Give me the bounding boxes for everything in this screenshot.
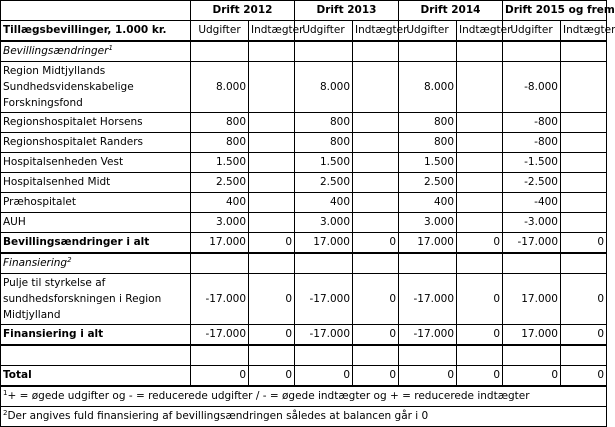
cell: 17.000	[503, 325, 561, 346]
cell: 0	[399, 366, 457, 387]
cell: 0	[249, 233, 295, 254]
year-header: Drift 2014	[399, 1, 503, 21]
row-label-header: Tillægsbevillinger, 1.000 kr.	[1, 21, 191, 42]
cell: 2.500	[191, 173, 249, 193]
cell	[353, 213, 399, 233]
cell	[457, 133, 503, 153]
cell: 0	[353, 325, 399, 346]
row-label: Pulje til styrkelse af sundhedsforskningen i Region Midtjylland	[1, 274, 191, 325]
cell	[561, 62, 607, 113]
cell: 8.000	[399, 62, 457, 113]
year-header: Drift 2015 og frem	[503, 1, 607, 21]
cell: 400	[295, 193, 353, 213]
cell	[353, 153, 399, 173]
table-row	[1, 133, 607, 153]
section-title-row	[1, 41, 607, 62]
col-header: Udgifter	[503, 21, 561, 42]
cell: 0	[457, 366, 503, 387]
cell: 1.500	[295, 153, 353, 173]
cell: -17.000	[191, 274, 249, 325]
year-header-row	[1, 1, 607, 21]
cell: 0	[353, 274, 399, 325]
cell	[561, 113, 607, 133]
cell: -3.000	[503, 213, 561, 233]
row-label: Præhospitalet	[1, 193, 191, 213]
table-row	[1, 193, 607, 213]
cell: 17.000	[191, 233, 249, 254]
cell: 0	[353, 233, 399, 254]
year-header: Drift 2012	[191, 1, 295, 21]
cell: 0	[249, 325, 295, 346]
table-row	[1, 274, 607, 325]
cell	[249, 62, 295, 113]
cell: -2.500	[503, 173, 561, 193]
row-label: Regionshospitalet Randers	[1, 133, 191, 153]
col-header: Indtægter	[353, 21, 399, 42]
cell	[561, 133, 607, 153]
cell: 0	[561, 233, 607, 254]
cell: 800	[191, 113, 249, 133]
col-header: Indtægter	[561, 21, 607, 42]
cell: 0	[191, 366, 249, 387]
cell: 0	[503, 366, 561, 387]
cell: 8.000	[295, 62, 353, 113]
row-label: Hospitalsenheden Vest	[1, 153, 191, 173]
cell	[353, 113, 399, 133]
cell	[249, 193, 295, 213]
empty-row	[1, 345, 607, 366]
year-header: Drift 2013	[295, 1, 399, 21]
section-title: Finansiering$^2$	[1, 253, 191, 274]
cell	[249, 113, 295, 133]
col-header: Indtægter	[249, 21, 295, 42]
cell: -17.000	[399, 325, 457, 346]
footnote-row	[1, 407, 607, 427]
cell: 800	[399, 113, 457, 133]
cell	[457, 213, 503, 233]
subtotal-row	[1, 233, 607, 254]
cell: 0	[295, 366, 353, 387]
cell	[353, 62, 399, 113]
table-row	[1, 213, 607, 233]
corner-cell	[1, 1, 191, 21]
cell: -800	[503, 113, 561, 133]
cell: -800	[503, 133, 561, 153]
sub-header-row	[1, 21, 607, 42]
cell	[353, 133, 399, 153]
table-row	[1, 173, 607, 193]
cell: -17.000	[295, 274, 353, 325]
cell	[249, 173, 295, 193]
cell: 0	[561, 274, 607, 325]
footnote-row	[1, 386, 607, 407]
cell: 0	[561, 366, 607, 387]
col-header: Udgifter	[295, 21, 353, 42]
cell: -17.000	[295, 325, 353, 346]
cell	[457, 153, 503, 173]
row-label: Finansiering i alt	[1, 325, 191, 346]
cell: 800	[399, 133, 457, 153]
cell: 0	[353, 366, 399, 387]
cell: -8.000	[503, 62, 561, 113]
row-label: AUH	[1, 213, 191, 233]
col-header: Udgifter	[399, 21, 457, 42]
cell: 2.500	[399, 173, 457, 193]
cell	[561, 173, 607, 193]
cell	[457, 62, 503, 113]
cell	[249, 153, 295, 173]
cell	[561, 213, 607, 233]
row-label: Total	[1, 366, 191, 387]
row-label: Bevillingsændringer i alt	[1, 233, 191, 254]
section-title: Bevillingsændringer$^1$	[1, 41, 191, 62]
cell: 17.000	[503, 274, 561, 325]
cell	[457, 173, 503, 193]
cell	[561, 153, 607, 173]
cell: 1.500	[191, 153, 249, 173]
cell: 800	[295, 133, 353, 153]
cell: 2.500	[295, 173, 353, 193]
cell	[249, 133, 295, 153]
cell: 0	[457, 233, 503, 254]
table-row	[1, 153, 607, 173]
cell: 800	[295, 113, 353, 133]
cell	[457, 193, 503, 213]
cell: -17.000	[503, 233, 561, 254]
cell: 3.000	[399, 213, 457, 233]
row-label: Hospitalsenhed Midt	[1, 173, 191, 193]
cell: -400	[503, 193, 561, 213]
cell: -17.000	[191, 325, 249, 346]
cell: 0	[249, 274, 295, 325]
col-header: Indtægter	[457, 21, 503, 42]
cell: 400	[399, 193, 457, 213]
cell: 17.000	[295, 233, 353, 254]
cell: 3.000	[191, 213, 249, 233]
cell: 3.000	[295, 213, 353, 233]
table-row	[1, 62, 607, 113]
row-label: Regionshospitalet Horsens	[1, 113, 191, 133]
subtotal-row	[1, 325, 607, 346]
cell: 8.000	[191, 62, 249, 113]
row-label: Region Midtjyllands Sundhedsvidenskabelige Forskningsfond	[1, 62, 191, 113]
cell: 400	[191, 193, 249, 213]
cell: -17.000	[399, 274, 457, 325]
cell	[561, 193, 607, 213]
cell: -1.500	[503, 153, 561, 173]
cell: 0	[249, 366, 295, 387]
cell: 17.000	[399, 233, 457, 254]
total-row	[1, 366, 607, 387]
col-header: Udgifter	[191, 21, 249, 42]
cell: 0	[457, 325, 503, 346]
cell	[353, 193, 399, 213]
section-title-row	[1, 253, 607, 274]
cell: 0	[457, 274, 503, 325]
footnote: $^1$+ = øgede udgifter og - = reducerede udgifter / - = øgede indtægter og + = reducerede indtægter	[1, 386, 607, 407]
footnote: $^2$Der angives fuld finansiering af bevillingsændringen således at balancen går i 0	[1, 407, 607, 427]
cell	[249, 213, 295, 233]
cell	[457, 113, 503, 133]
cell: 1.500	[399, 153, 457, 173]
table-row	[1, 113, 607, 133]
cell	[353, 173, 399, 193]
cell: 800	[191, 133, 249, 153]
cell: 0	[561, 325, 607, 346]
